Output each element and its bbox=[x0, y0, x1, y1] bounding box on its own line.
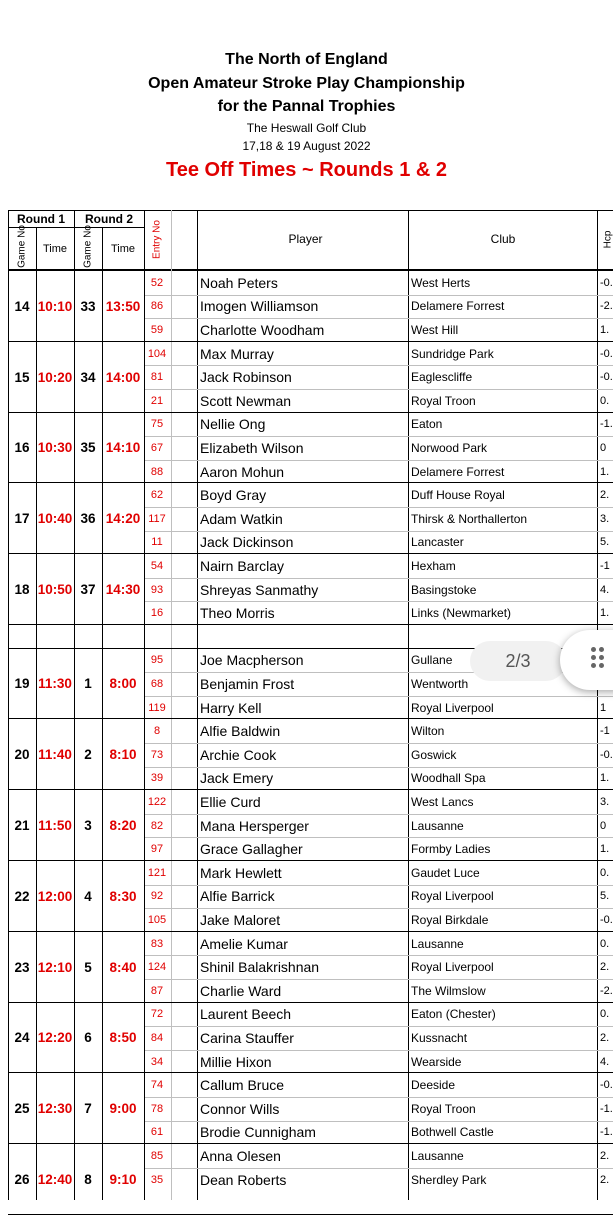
table-row bbox=[8, 318, 613, 342]
handicap: -1 bbox=[600, 719, 613, 743]
entry-no: 119 bbox=[145, 696, 169, 720]
title-line-1: The North of England bbox=[0, 48, 613, 71]
table-row bbox=[8, 743, 613, 767]
round1-game-no: 25 bbox=[8, 1073, 36, 1144]
player-name: Archie Cook bbox=[200, 743, 414, 767]
round1-game-no: 24 bbox=[8, 1003, 36, 1074]
table-row bbox=[8, 814, 613, 838]
round1-game-no: 23 bbox=[8, 932, 36, 1003]
entry-no: 122 bbox=[145, 790, 169, 814]
entry-no: 105 bbox=[145, 908, 169, 932]
club-name: Duff House Royal bbox=[411, 483, 591, 507]
round2-game-no: 34 bbox=[74, 342, 102, 413]
club-name: Wilton bbox=[411, 719, 591, 743]
player-name: Jack Emery bbox=[200, 767, 414, 791]
round2-game-no: 2 bbox=[74, 719, 102, 790]
player-name: Amelie Kumar bbox=[200, 932, 414, 956]
tee-times-heading: Tee Off Times ~ Rounds 1 & 2 bbox=[0, 159, 613, 182]
round1-time: 10:20 bbox=[36, 342, 74, 413]
club-name: West Herts bbox=[411, 271, 591, 295]
grid-dots-icon bbox=[591, 647, 611, 673]
club-name: Eaton bbox=[411, 413, 591, 437]
entry-no: 104 bbox=[145, 342, 169, 366]
round1-time: 12:30 bbox=[36, 1073, 74, 1144]
player-name: Alfie Barrick bbox=[200, 885, 414, 909]
table-row bbox=[8, 719, 613, 743]
table-row bbox=[8, 554, 613, 578]
round2-game-no: 7 bbox=[74, 1073, 102, 1144]
entry-no: 8 bbox=[145, 719, 169, 743]
player-name: Theo Morris bbox=[200, 601, 414, 625]
event-dates: 17,18 & 19 August 2022 bbox=[0, 137, 613, 155]
table-row bbox=[8, 1168, 613, 1192]
round1-time: 10:10 bbox=[36, 271, 74, 342]
handicap: 3. bbox=[600, 790, 613, 814]
entry-no: 87 bbox=[145, 979, 169, 1003]
round1-game-no: 18 bbox=[8, 554, 36, 625]
round1-game-no: 16 bbox=[8, 413, 36, 484]
round2-game-no: 3 bbox=[74, 790, 102, 861]
round-header-divider bbox=[8, 227, 144, 228]
handicap: 1. bbox=[600, 460, 613, 484]
round1-game-no: 17 bbox=[8, 483, 36, 554]
table-row bbox=[8, 365, 613, 389]
round1-game-no: 15 bbox=[8, 342, 36, 413]
entry-no: 95 bbox=[145, 649, 169, 673]
handicap: 2. bbox=[600, 1026, 613, 1050]
table-row bbox=[8, 1121, 613, 1145]
handicap: -1. bbox=[600, 413, 613, 437]
club-name: Royal Liverpool bbox=[411, 955, 591, 979]
player-name: Harry Kell bbox=[200, 696, 414, 720]
handicap: 1 bbox=[600, 696, 613, 720]
table-row bbox=[8, 413, 613, 437]
round2-game-no: 6 bbox=[74, 1003, 102, 1074]
player-name: Joe Macpherson bbox=[200, 649, 414, 673]
handicap: 0. bbox=[600, 389, 613, 413]
round1-game-no: 22 bbox=[8, 861, 36, 932]
entry-no: 59 bbox=[145, 318, 169, 342]
player-name: Jack Dickinson bbox=[200, 531, 414, 555]
club-name: Wearside bbox=[411, 1050, 591, 1074]
table-row bbox=[8, 861, 613, 885]
group-divider bbox=[8, 624, 613, 625]
player-name: Charlie Ward bbox=[200, 979, 414, 1003]
table-row bbox=[8, 271, 613, 295]
round1-time: 10:30 bbox=[36, 413, 74, 484]
handicap: 1. bbox=[600, 601, 613, 625]
entry-no: 117 bbox=[145, 507, 169, 531]
handicap: 3. bbox=[600, 507, 613, 531]
club-name: Royal Troon bbox=[411, 389, 591, 413]
player-name: Benjamin Frost bbox=[200, 672, 414, 696]
player-name: Noah Peters bbox=[200, 271, 414, 295]
entry-no: 34 bbox=[145, 1050, 169, 1074]
entry-no: 73 bbox=[145, 743, 169, 767]
player-name: Adam Watkin bbox=[200, 507, 414, 531]
table-row bbox=[8, 507, 613, 531]
player-name: Boyd Gray bbox=[200, 483, 414, 507]
club-name: Delamere Forrest bbox=[411, 460, 591, 484]
handicap: 2. bbox=[600, 1144, 613, 1168]
handicap: -2. bbox=[600, 979, 613, 1003]
r1-time-header: Time bbox=[36, 243, 74, 255]
entry-no: 54 bbox=[145, 554, 169, 578]
club-header: Club bbox=[411, 232, 595, 246]
player-name: Jake Maloret bbox=[200, 908, 414, 932]
round2-game-no: 35 bbox=[74, 413, 102, 484]
entry-no: 124 bbox=[145, 955, 169, 979]
club-name: Basingstoke bbox=[411, 578, 591, 602]
handicap: 4. bbox=[600, 578, 613, 602]
table-row bbox=[8, 1097, 613, 1121]
entry-no: 97 bbox=[145, 837, 169, 861]
title-line-2: Open Amateur Stroke Play Championship bbox=[0, 72, 613, 95]
club-name: Wentworth bbox=[411, 672, 591, 696]
r2-game-no-header: Game No bbox=[83, 222, 94, 272]
player-name: Max Murray bbox=[200, 342, 414, 366]
venue: The Heswall Golf Club bbox=[0, 119, 613, 137]
round-1-header: Round 1 bbox=[8, 211, 74, 227]
player-name: Ellie Curd bbox=[200, 790, 414, 814]
table-row bbox=[8, 696, 613, 720]
table-row bbox=[8, 389, 613, 413]
player-name: Aaron Mohun bbox=[200, 460, 414, 484]
handicap: 2. bbox=[600, 483, 613, 507]
round2-time: 14:10 bbox=[102, 413, 144, 484]
handicap: -0. bbox=[600, 743, 613, 767]
round2-time: 14:00 bbox=[102, 342, 144, 413]
club-name: Eaton (Chester) bbox=[411, 1003, 591, 1027]
round1-time: 11:50 bbox=[36, 790, 74, 861]
table-row bbox=[8, 1050, 613, 1074]
round2-game-no: 36 bbox=[74, 483, 102, 554]
entry-no: 78 bbox=[145, 1097, 169, 1121]
club-name: Lausanne bbox=[411, 1144, 591, 1168]
player-name: Scott Newman bbox=[200, 389, 414, 413]
table-row bbox=[8, 460, 613, 484]
handicap: -1. bbox=[600, 1121, 613, 1145]
table-row bbox=[8, 295, 613, 319]
club-name: Royal Liverpool bbox=[411, 696, 591, 720]
club-name: Kussnacht bbox=[411, 1026, 591, 1050]
r2-time-header: Time bbox=[102, 243, 144, 255]
handicap: 1. bbox=[600, 318, 613, 342]
club-name: Sundridge Park bbox=[411, 342, 591, 366]
entry-no: 39 bbox=[145, 767, 169, 791]
club-name: Thirsk & Northallerton bbox=[411, 507, 591, 531]
handicap: 0. bbox=[600, 861, 613, 885]
entry-no: 121 bbox=[145, 861, 169, 885]
round2-game-no: 1 bbox=[74, 649, 102, 720]
entry-no: 16 bbox=[145, 601, 169, 625]
player-name: Alfie Baldwin bbox=[200, 719, 414, 743]
club-name: Gullane bbox=[411, 649, 591, 673]
club-name: Gaudet Luce bbox=[411, 861, 591, 885]
club-name: Bothwell Castle bbox=[411, 1121, 591, 1145]
entry-no: 35 bbox=[145, 1168, 169, 1192]
round2-time: 8:40 bbox=[102, 932, 144, 1003]
handicap: -0. bbox=[600, 342, 613, 366]
table-row bbox=[8, 767, 613, 791]
player-name: Mark Hewlett bbox=[200, 861, 414, 885]
handicap: -0. bbox=[600, 271, 613, 295]
player-name: Elizabeth Wilson bbox=[200, 436, 414, 460]
entry-no: 75 bbox=[145, 413, 169, 437]
table-row bbox=[8, 1073, 613, 1097]
player-name: Nellie Ong bbox=[200, 413, 414, 437]
handicap: -0. bbox=[600, 365, 613, 389]
table-row bbox=[8, 885, 613, 909]
entry-no: 83 bbox=[145, 932, 169, 956]
player-name: Brodie Cunnigham bbox=[200, 1121, 414, 1145]
club-name: Lausanne bbox=[411, 814, 591, 838]
handicap: 5. bbox=[600, 531, 613, 555]
entry-no: 52 bbox=[145, 271, 169, 295]
entry-no: 92 bbox=[145, 885, 169, 909]
round2-time: 9:00 bbox=[102, 1073, 144, 1144]
round1-time: 10:40 bbox=[36, 483, 74, 554]
apps-menu-button[interactable] bbox=[560, 630, 613, 690]
player-name: Carina Stauffer bbox=[200, 1026, 414, 1050]
player-header: Player bbox=[200, 232, 411, 246]
entry-no: 81 bbox=[145, 365, 169, 389]
table-row bbox=[8, 790, 613, 814]
handicap: -0. bbox=[600, 1073, 613, 1097]
hcp-header: Hcp bbox=[603, 225, 613, 255]
round1-game-no: 14 bbox=[8, 271, 36, 342]
entry-no: 85 bbox=[145, 1144, 169, 1168]
player-name: Mana Hersperger bbox=[200, 814, 414, 838]
round1-time: 11:40 bbox=[36, 719, 74, 790]
round2-time: 14:30 bbox=[102, 554, 144, 625]
round2-game-no: 33 bbox=[74, 271, 102, 342]
table-row bbox=[8, 436, 613, 460]
table-row bbox=[8, 932, 613, 956]
handicap: 2. bbox=[600, 955, 613, 979]
player-name: Shinil Balakrishnan bbox=[200, 955, 414, 979]
table-row bbox=[8, 1026, 613, 1050]
club-name: Royal Birkdale bbox=[411, 908, 591, 932]
handicap: -1. bbox=[600, 1097, 613, 1121]
round1-time: 10:50 bbox=[36, 554, 74, 625]
club-name: Woodhall Spa bbox=[411, 767, 591, 791]
round1-game-no: 21 bbox=[8, 790, 36, 861]
handicap: 4. bbox=[600, 1050, 613, 1074]
entry-no: 61 bbox=[145, 1121, 169, 1145]
handicap: 5. bbox=[600, 885, 613, 909]
player-name: Callum Bruce bbox=[200, 1073, 414, 1097]
handicap: 0 bbox=[600, 814, 613, 838]
player-name: Imogen Williamson bbox=[200, 295, 414, 319]
entry-no: 88 bbox=[145, 460, 169, 484]
round2-time: 8:20 bbox=[102, 790, 144, 861]
round2-time: 8:00 bbox=[102, 649, 144, 720]
handicap: -2. bbox=[600, 295, 613, 319]
handicap: -0. bbox=[600, 908, 613, 932]
club-name: Goswick bbox=[411, 743, 591, 767]
round2-game-no: 4 bbox=[74, 861, 102, 932]
handicap: 0 bbox=[600, 436, 613, 460]
table-row bbox=[8, 601, 613, 625]
club-name: Norwood Park bbox=[411, 436, 591, 460]
entry-no: 84 bbox=[145, 1026, 169, 1050]
club-name: Eaglescliffe bbox=[411, 365, 591, 389]
round1-time: 11:30 bbox=[36, 649, 74, 720]
round2-time: 8:30 bbox=[102, 861, 144, 932]
table-row bbox=[8, 1003, 613, 1027]
table-row bbox=[8, 342, 613, 366]
round2-game-no: 5 bbox=[74, 932, 102, 1003]
player-name: Connor Wills bbox=[200, 1097, 414, 1121]
handicap: 2. bbox=[600, 1168, 613, 1192]
club-name: Hexham bbox=[411, 554, 591, 578]
table-row bbox=[8, 908, 613, 932]
table-row bbox=[8, 955, 613, 979]
round2-time: 14:20 bbox=[102, 483, 144, 554]
club-name: Formby Ladies bbox=[411, 837, 591, 861]
entry-no: 21 bbox=[145, 389, 169, 413]
player-name: Charlotte Woodham bbox=[200, 318, 414, 342]
entry-no: 11 bbox=[145, 531, 169, 555]
entry-no: 72 bbox=[145, 1003, 169, 1027]
entry-no-header: Entry No bbox=[152, 215, 163, 265]
handicap: 0. bbox=[600, 932, 613, 956]
table-row bbox=[8, 1144, 613, 1168]
round1-time: 12:10 bbox=[36, 932, 74, 1003]
round2-time: 13:50 bbox=[102, 271, 144, 342]
club-name: Lancaster bbox=[411, 531, 591, 555]
round1-game-no: 19 bbox=[8, 649, 36, 720]
player-name: Nairn Barclay bbox=[200, 554, 414, 578]
table-row bbox=[8, 578, 613, 602]
round2-game-no: 37 bbox=[74, 554, 102, 625]
club-name: Royal Liverpool bbox=[411, 885, 591, 909]
handicap: 1. bbox=[600, 837, 613, 861]
round1-time: 12:00 bbox=[36, 861, 74, 932]
round1-game-no: 20 bbox=[8, 719, 36, 790]
handicap: -1 bbox=[600, 554, 613, 578]
entry-no: 93 bbox=[145, 578, 169, 602]
round2-time: 8:10 bbox=[102, 719, 144, 790]
round2-time: 8:50 bbox=[102, 1003, 144, 1074]
club-name: Deeside bbox=[411, 1073, 591, 1097]
round-2-header: Round 2 bbox=[74, 211, 144, 227]
entry-no: 62 bbox=[145, 483, 169, 507]
table-row bbox=[8, 979, 613, 1003]
round1-time: 12:20 bbox=[36, 1003, 74, 1074]
page-indicator: 2/3 bbox=[470, 641, 566, 681]
entry-no: 82 bbox=[145, 814, 169, 838]
table-row bbox=[8, 837, 613, 861]
player-name: Anna Olesen bbox=[200, 1144, 414, 1168]
round2-time: 9:10 bbox=[102, 1144, 144, 1215]
player-name: Jack Robinson bbox=[200, 365, 414, 389]
player-name: Dean Roberts bbox=[200, 1168, 414, 1192]
club-name: West Hill bbox=[411, 318, 591, 342]
entry-no: 86 bbox=[145, 295, 169, 319]
r1-game-no-header: Game No bbox=[17, 222, 28, 272]
player-name: Grace Gallagher bbox=[200, 837, 414, 861]
entry-no: 67 bbox=[145, 436, 169, 460]
club-name: Royal Troon bbox=[411, 1097, 591, 1121]
handicap: 0. bbox=[600, 1003, 613, 1027]
club-name: The Wilmslow bbox=[411, 979, 591, 1003]
club-name: West Lancs bbox=[411, 790, 591, 814]
club-name: Sherdley Park bbox=[411, 1168, 591, 1192]
player-name: Millie Hixon bbox=[200, 1050, 414, 1074]
entry-no: 68 bbox=[145, 672, 169, 696]
club-name: Lausanne bbox=[411, 932, 591, 956]
club-name: Delamere Forrest bbox=[411, 295, 591, 319]
table-row bbox=[8, 483, 613, 507]
handicap: 1. bbox=[600, 767, 613, 791]
round2-game-no: 8 bbox=[74, 1144, 102, 1215]
player-name: Shreyas Sanmathy bbox=[200, 578, 414, 602]
club-name: Links (Newmarket) bbox=[411, 601, 591, 625]
entry-no: 74 bbox=[145, 1073, 169, 1097]
title-line-3: for the Pannal Trophies bbox=[0, 95, 613, 118]
player-name: Laurent Beech bbox=[200, 1003, 414, 1027]
round1-time: 12:40 bbox=[36, 1144, 74, 1215]
round1-game-no: 26 bbox=[8, 1144, 36, 1215]
table-row bbox=[8, 531, 613, 555]
